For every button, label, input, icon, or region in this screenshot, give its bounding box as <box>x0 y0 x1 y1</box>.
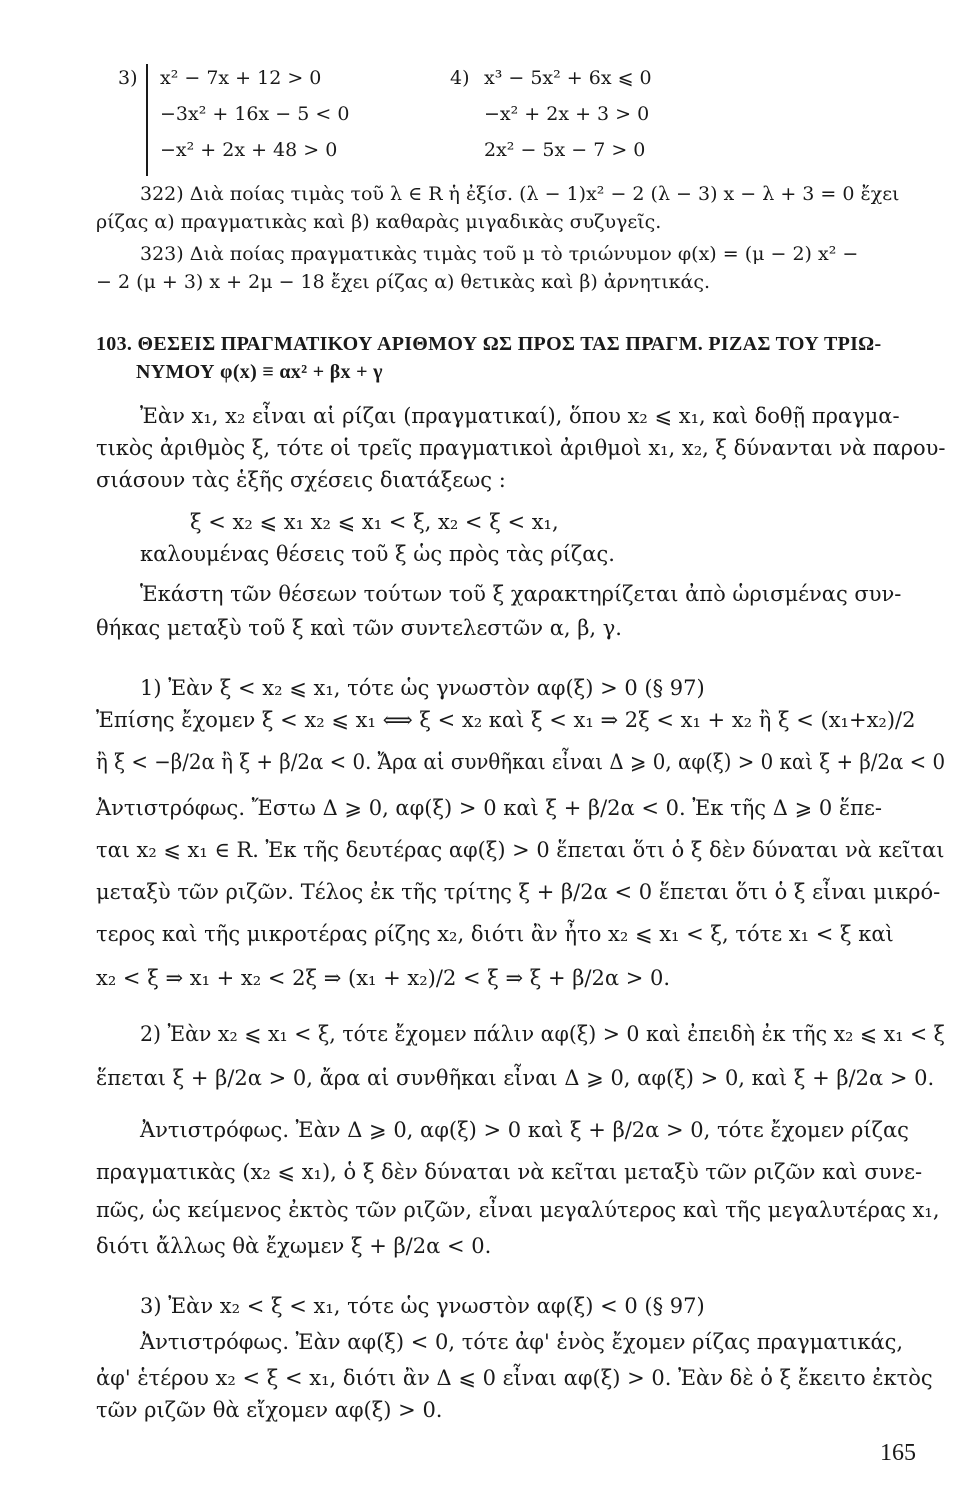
exercise-4-label: 4) <box>450 67 470 89</box>
body-line-23: Ἀντιστρόφως. Ἐὰν αφ(ξ) < 0, τότε ἀφ' ἑνὸς ἔχομεν ρίζας πραγματικάς, <box>140 1330 904 1354</box>
exercise-4-line-2: −x² + 2x + 3 > 0 <box>484 103 650 125</box>
body-line-12: ται x₂ ⩽ x₁ ∈ R. Ἐκ τῆς δευτέρας αφ(ξ) > 0 ἕπεται ὅτι ὁ ξ δὲν δύναται νὰ κεῖται <box>96 838 945 862</box>
section-heading-line-2: ΝΥΜΟΥ φ(x) ≡ αx² + βx + γ <box>136 361 383 383</box>
page-number: 165 <box>880 1440 916 1466</box>
body-line-22: 3) Ἐὰν x₂ < ξ < x₁, τότε ὡς γνωστὸν αφ(ξ) < 0 (§ 97) <box>140 1294 705 1318</box>
body-line-3: σιάσουν τὰς ἑξῆς σχέσεις διατάξεως : <box>96 468 506 492</box>
body-line-17: ἕπεται ξ + β/2α > 0, ἄρα αἱ συνθῆκαι εἶναι Δ ⩾ 0, αφ(ξ) > 0, καὶ ξ + β/2α > 0. <box>96 1066 935 1090</box>
body-line-2: τικὸς ἀριθμὸς ξ, τότε οἱ τρεῖς πραγματικοὶ ἀριθμοὶ x₁, x₂, ξ δύνανται νὰ παρου- <box>96 436 946 460</box>
body-line-7: θήκας μεταξὺ τοῦ ξ καὶ τῶν συντελεστῶν α, β, γ. <box>96 616 622 640</box>
problem-323-line-1: 323) Διὰ ποίας πραγματικὰς τιμὰς τοῦ μ τὸ τριώνυμον φ(x) = (μ − 2) x² − <box>140 243 859 265</box>
exercise-3-label: 3) <box>118 67 138 89</box>
body-line-1: Ἐὰν x₁, x₂ εἶναι αἱ ρίζαι (πραγματικαί), ὅπου x₂ ⩽ x₁, καὶ δοθῇ πραγμα- <box>140 404 900 428</box>
body-line-24: ἀφ' ἑτέρου x₂ < ξ < x₁, διότι ἂν Δ ⩽ 0 εἶναι αφ(ξ) > 0. Ἐὰν δὲ ὁ ξ ἔκειτο ἐκτὸς <box>96 1366 933 1390</box>
body-line-19: πραγματικὰς (x₂ ⩽ x₁), ὁ ξ δὲν δύναται νὰ κεῖται μεταξὺ τῶν ριζῶν καὶ συνε- <box>96 1160 923 1184</box>
body-line-25: τῶν ριζῶν θὰ εἴχομεν αφ(ξ) > 0. <box>96 1398 443 1422</box>
body-line-11: Ἀντιστρόφως. Ἔστω Δ ⩾ 0, αφ(ξ) > 0 καὶ ξ + β/2α < 0. Ἐκ τῆς Δ ⩾ 0 ἕπε- <box>96 796 882 820</box>
exercise-4-line-1: x³ − 5x² + 6x ⩽ 0 <box>484 67 652 89</box>
system-bracket <box>146 64 154 176</box>
body-line-10: ἢ ξ < −β/2α ἢ ξ + β/2α < 0. Ἄρα αἱ συνθῆκαι εἶναι Δ ⩾ 0, αφ(ξ) > 0 καὶ ξ + β/2α < 0 <box>96 750 946 774</box>
body-line-20: πῶς, ὡς κείμενος ἐκτὸς τῶν ριζῶν, εἶναι μεγαλύτερος καὶ τῆς μεγαλυτέρας x₁, <box>96 1198 940 1222</box>
body-line-13: μεταξὺ τῶν ριζῶν. Τέλος ἐκ τῆς τρίτης ξ + β/2α < 0 ἕπεται ὅτι ὁ ξ εἶναι μικρό- <box>96 880 941 904</box>
problem-322-line-2: ρίζας α) πραγματικὰς καὶ β) καθαρὰς μιγαδικὰς συζυγεῖς. <box>96 211 662 233</box>
body-line-14: τερος καὶ τῆς μικροτέρας ρίζης x₂, διότι ἂν ἦτο x₂ ⩽ x₁ < ξ, τότε x₁ < ξ καὶ <box>96 922 894 946</box>
problem-322-line-1: 322) Διὰ ποίας τιμὰς τοῦ λ ∈ R ἡ ἐξίσ. (λ − 1)x² − 2 (λ − 3) x − λ + 3 = 0 ἔχει <box>140 183 900 205</box>
body-line-5: καλουμένας θέσεις τοῦ ξ ὡς πρὸς τὰς ρίζας. <box>140 542 615 566</box>
body-line-4: ξ < x₂ ⩽ x₁ x₂ ⩽ x₁ < ξ, x₂ < ξ < x₁, <box>190 510 559 534</box>
body-line-21: διότι ἄλλως θὰ ἔχωμεν ξ + β/2α < 0. <box>96 1234 492 1258</box>
exercise-3-line-1: x² − 7x + 12 > 0 <box>160 67 322 89</box>
section-heading-line-1: 103. ΘΕΣΕΙΣ ΠΡΑΓΜΑΤΙΚΟΥ ΑΡΙΘΜΟΥ ΩΣ ΠΡΟΣ ΤΑΣ ΠΡΑΓΜ. ΡΙΖΑΣ ΤΟΥ ΤΡΙΩ- <box>96 333 882 355</box>
problem-323-line-2: − 2 (μ + 3) x + 2μ − 18 ἔχει ρίζας α) θετικὰς καὶ β) ἀρνητικάς. <box>96 271 711 293</box>
exercise-3-line-3: −x² + 2x + 48 > 0 <box>160 139 338 161</box>
exercise-4-line-3: 2x² − 5x − 7 > 0 <box>484 139 646 161</box>
body-line-8: 1) Ἐὰν ξ < x₂ ⩽ x₁, τότε ὡς γνωστὸν αφ(ξ) > 0 (§ 97) <box>140 676 705 700</box>
body-line-6: Ἑκάστη τῶν θέσεων τούτων τοῦ ξ χαρακτηρίζεται ἀπὸ ὡρισμένας συν- <box>140 582 902 606</box>
exercise-3-line-2: −3x² + 16x − 5 < 0 <box>160 103 350 125</box>
body-line-15: x₂ < ξ ⇒ x₁ + x₂ < 2ξ ⇒ (x₁ + x₂)/2 < ξ ⇒ ξ + β/2α > 0. <box>96 966 671 990</box>
body-line-16: 2) Ἐὰν x₂ ⩽ x₁ < ξ, τότε ἔχομεν πάλιν αφ(ξ) > 0 καὶ ἐπειδὴ ἐκ τῆς x₂ ⩽ x₁ < ξ <box>140 1022 945 1046</box>
body-line-18: Ἀντιστρόφως. Ἐὰν Δ ⩾ 0, αφ(ξ) > 0 καὶ ξ + β/2α > 0, τότε ἔχομεν ρίζας <box>140 1118 909 1142</box>
body-line-9: Ἐπίσης ἔχομεν ξ < x₂ ⩽ x₁ ⟺ ξ < x₂ καὶ ξ < x₁ ⇒ 2ξ < x₁ + x₂ ἢ ξ < (x₁+x₂)/2 <box>96 708 916 732</box>
